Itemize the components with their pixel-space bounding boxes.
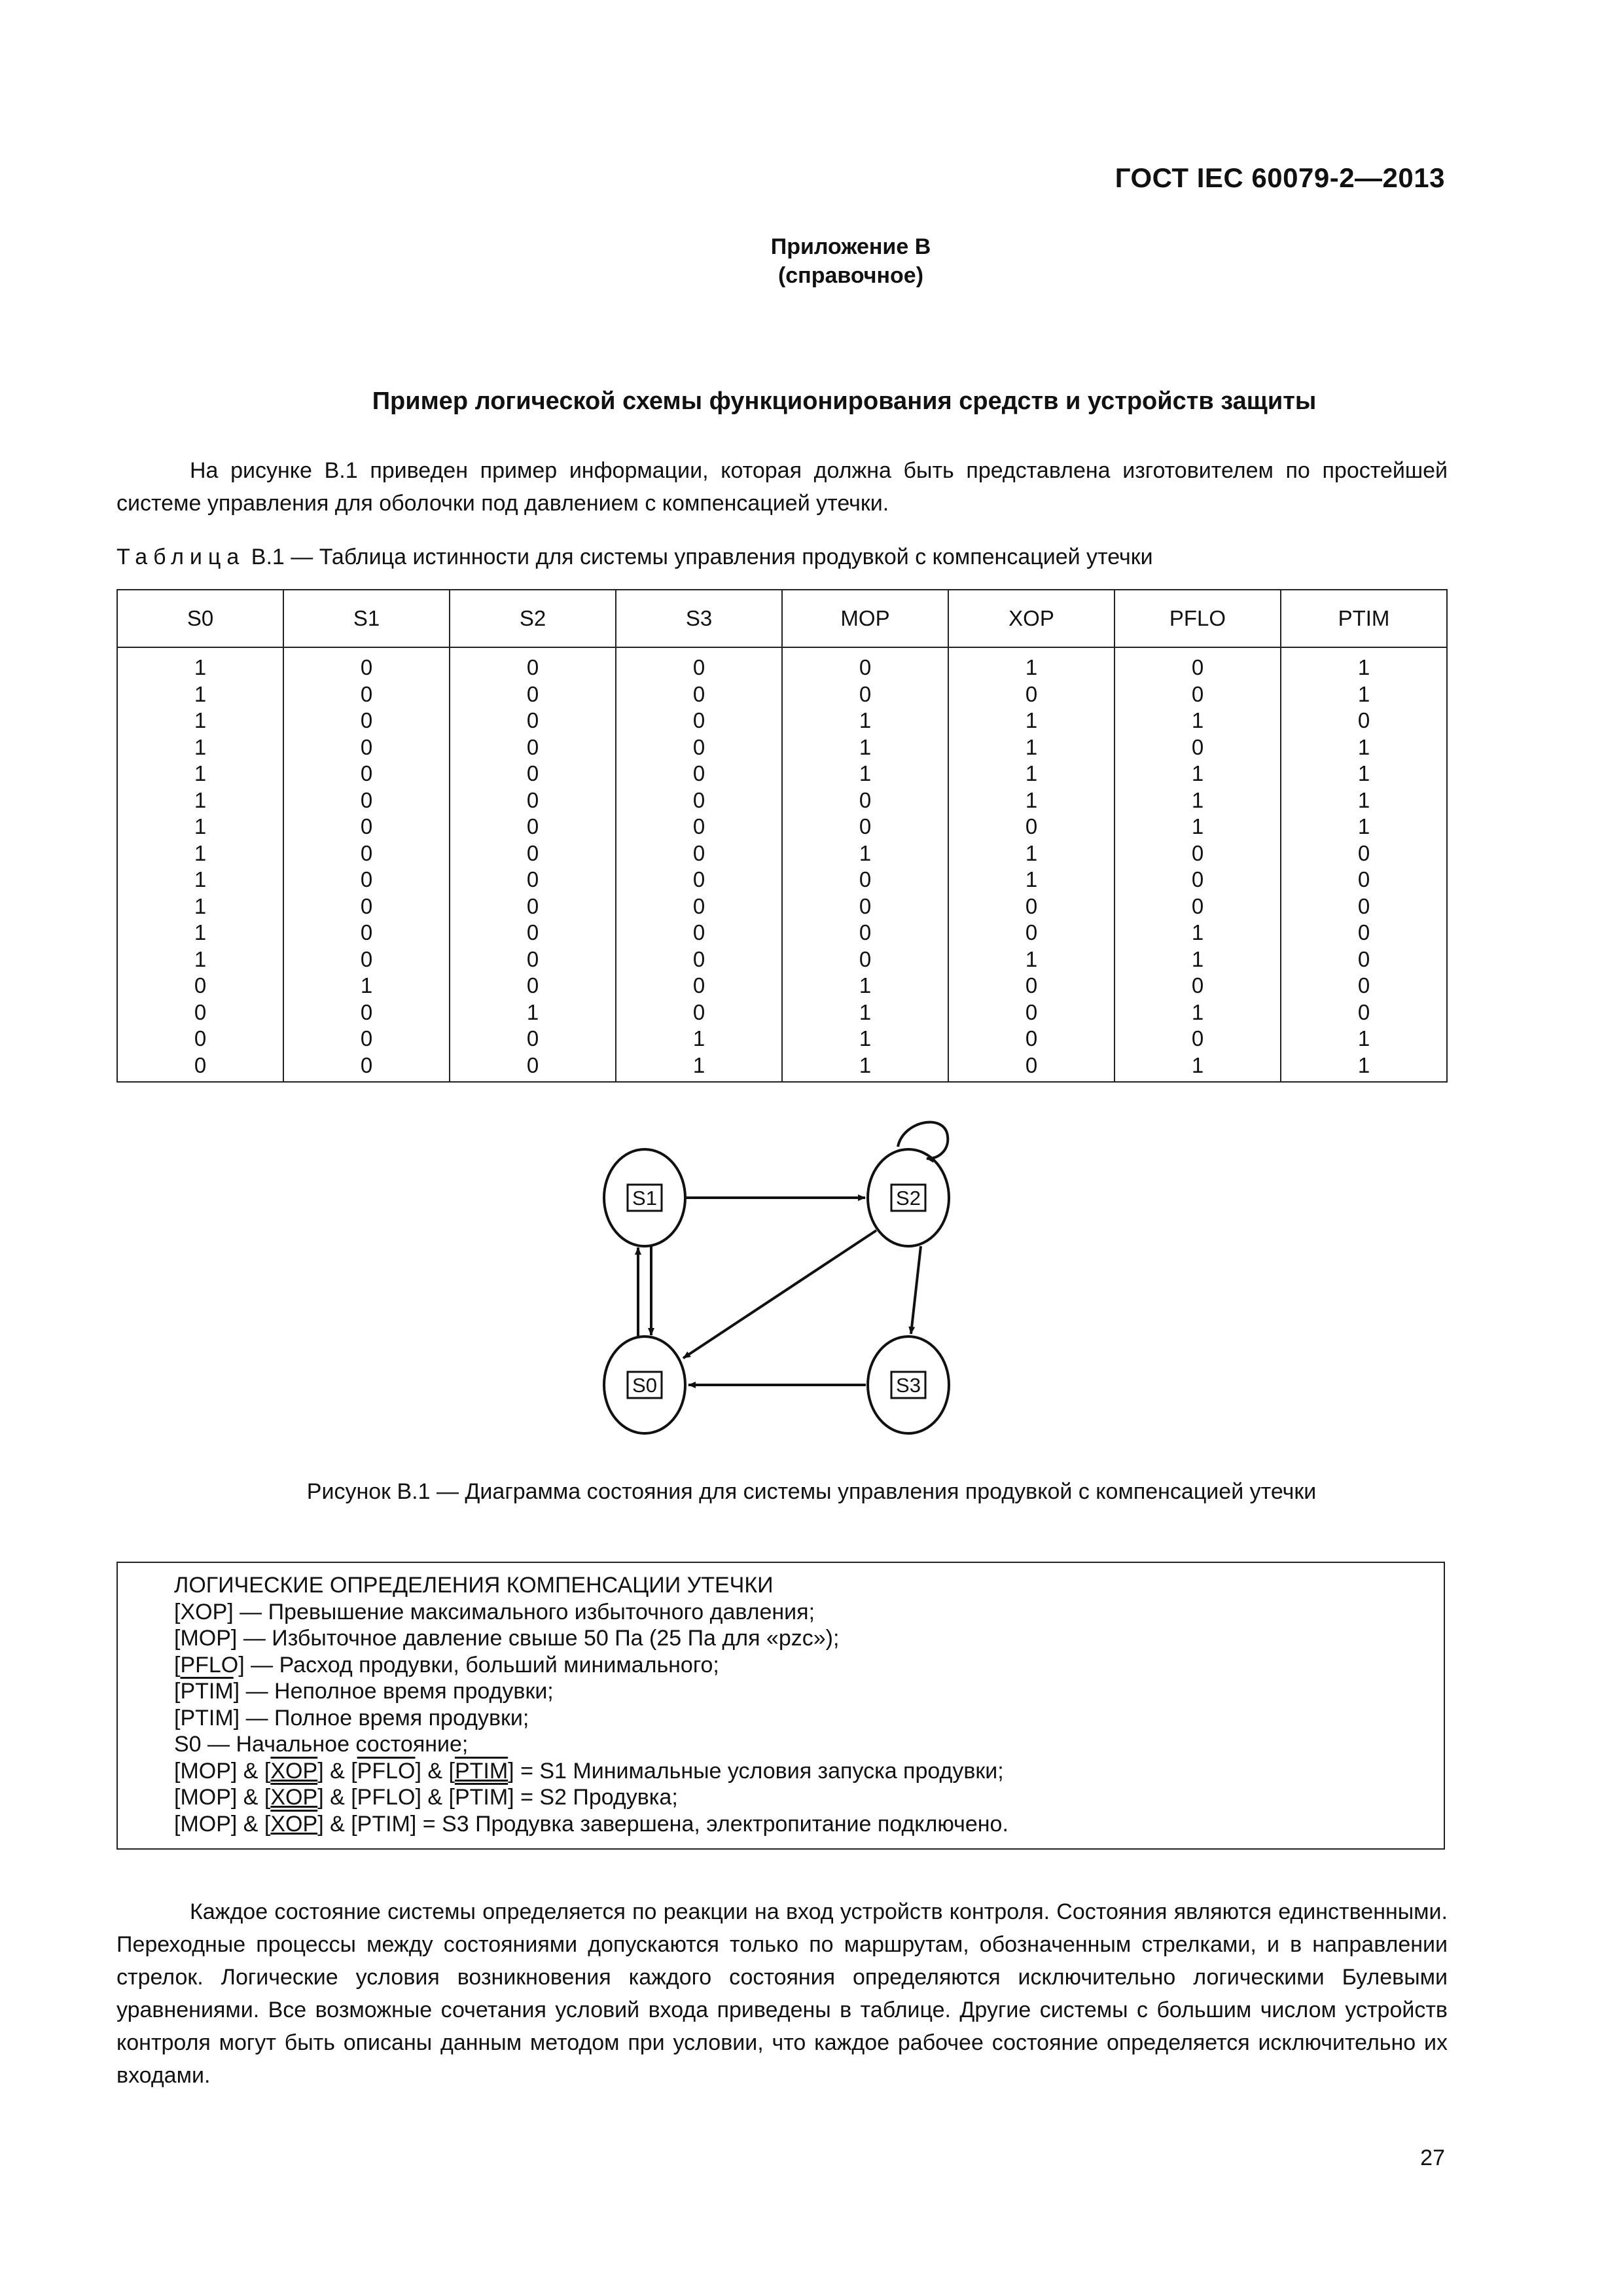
table-cell: 1 — [1115, 787, 1281, 814]
table-cell: 0 — [616, 814, 782, 840]
table-cell: 0 — [948, 920, 1115, 946]
table-cell: 1 — [948, 647, 1115, 681]
table-cell: 1 — [948, 946, 1115, 973]
table-cell: 0 — [782, 681, 948, 708]
table-cell: 1 — [948, 734, 1115, 761]
table-cell: 0 — [450, 893, 616, 920]
definition-xop: [XOP] — Превышение максимального избыточного давления; — [174, 1599, 815, 1624]
column-header: XOP — [948, 590, 1115, 647]
table-cell: 1 — [450, 999, 616, 1026]
table-cell: 0 — [117, 999, 283, 1026]
table-cell: 1 — [616, 1052, 782, 1083]
table-cell: 0 — [782, 787, 948, 814]
table-cell: 0 — [616, 999, 782, 1026]
definition-ptim: [PTIM] — Полное время продувки; — [174, 1705, 529, 1731]
appendix-title: Приложение В — [770, 234, 931, 259]
table-caption-label: Таблица — [116, 545, 245, 569]
table-cell: 0 — [616, 647, 782, 681]
table-cell: 0 — [782, 867, 948, 893]
definitions-list — [174, 1572, 1008, 1837]
equation-s2: [MOP] & [XOP] & [PFLO] & [PTIM] = S2 Продувка; — [174, 1785, 678, 1810]
table-cell: 0 — [283, 867, 450, 893]
table-cell: 0 — [948, 1026, 1115, 1052]
table-cell: 1 — [117, 647, 283, 681]
column-header: PFLO — [1115, 590, 1281, 647]
table-cell: 0 — [1115, 893, 1281, 920]
table-cell: 0 — [283, 647, 450, 681]
table-cell: 0 — [283, 787, 450, 814]
table-cell: 0 — [1115, 1026, 1281, 1052]
state-label-s2: S2 — [896, 1187, 921, 1210]
table-cell: 1 — [782, 999, 948, 1026]
table-cell: 1 — [1115, 920, 1281, 946]
table-cell: 1 — [117, 734, 283, 761]
table-cell: 1 — [117, 681, 283, 708]
table-cell: 0 — [450, 787, 616, 814]
table-cell: 0 — [1115, 647, 1281, 681]
table-cell: 1 — [1115, 761, 1281, 787]
table-cell: 1 — [948, 708, 1115, 734]
table-cell: 1 — [1281, 647, 1447, 681]
table-cell: 1 — [782, 840, 948, 867]
state-label-s0: S0 — [632, 1374, 657, 1397]
body-paragraph: Каждое состояние системы определяется по реакции на вход устройств контроля. Состояния являются единственными. Переходные процессы между состояниями допускаются только по маршрутам, обозначенным стрелками, и в направлении стрелок. Логические условия возникновения каждого состояния определяются исключительно логическими Булевыми уравнениями. Все возможные сочетания условий входа приведены в таблице. Другие системы с большим числом устройств контроля могут быть описаны данным методом при условии, что каждое рабочее состояние определяется исключительно их входами. — [116, 1899, 1448, 2088]
table-cell: 1 — [782, 1052, 948, 1083]
table-cell: 0 — [948, 814, 1115, 840]
table-cell: 0 — [1115, 681, 1281, 708]
table-cell: 0 — [616, 946, 782, 973]
table-cell: 0 — [1115, 734, 1281, 761]
table-cell: 0 — [1281, 946, 1447, 973]
table-cell: 0 — [450, 681, 616, 708]
table-cell: 0 — [283, 681, 450, 708]
page-number: 27 — [1420, 2145, 1445, 2170]
definition-ptim-not: [PTIM] — Неполное время продувки; — [174, 1679, 554, 1704]
table-cell: 0 — [117, 1026, 283, 1052]
table-cell: 0 — [450, 1052, 616, 1083]
definition-mop: [MOP] — Избыточное давление свыше 50 Па (25 Па для «pzc»); — [174, 1626, 840, 1651]
table-cell: 0 — [283, 946, 450, 973]
state-label-s1: S1 — [632, 1187, 657, 1210]
column-header: S2 — [450, 590, 616, 647]
table-cell: 0 — [450, 814, 616, 840]
table-cell: 1 — [1115, 946, 1281, 973]
transition-arrow-s2-s0 — [683, 1230, 876, 1358]
table-cell: 1 — [1281, 1026, 1447, 1052]
table-cell: 0 — [782, 946, 948, 973]
table-cell: 0 — [117, 973, 283, 999]
definitions-heading: ЛОГИЧЕСКИЕ ОПРЕДЕЛЕНИЯ КОМПЕНСАЦИИ УТЕЧКИ — [174, 1573, 774, 1598]
table-cell: 0 — [948, 681, 1115, 708]
table-cell: 1 — [1115, 1052, 1281, 1083]
state-label-s3: S3 — [896, 1374, 921, 1397]
table-cell: 0 — [782, 647, 948, 681]
equation-s3: [MOP] & [XOP] & [PTIM] = S3 Продувка завершена, электропитание подключено. — [174, 1811, 1008, 1837]
table-cell: 0 — [616, 708, 782, 734]
table-cell: 1 — [948, 787, 1115, 814]
table-caption-text: В.1 — Таблица истинности для системы управления продувкой с компенсацией утечки — [251, 545, 1153, 569]
table-cell: 1 — [117, 787, 283, 814]
table-cell: 1 — [1115, 814, 1281, 840]
table-cell: 0 — [782, 920, 948, 946]
column-header: S0 — [117, 590, 283, 647]
table-cell: 0 — [1281, 708, 1447, 734]
table-cell: 1 — [782, 1026, 948, 1052]
table-cell: 0 — [616, 867, 782, 893]
table-cell: 0 — [450, 867, 616, 893]
table-cell: 0 — [450, 1026, 616, 1052]
table-cell: 0 — [450, 946, 616, 973]
table-cell: 0 — [616, 893, 782, 920]
table-cell: 1 — [782, 708, 948, 734]
table-cell: 0 — [283, 893, 450, 920]
table-cell: 0 — [1281, 920, 1447, 946]
section-title: Пример логической схемы функционирования средств и устройств защиты — [372, 387, 1317, 415]
table-cell: 0 — [948, 999, 1115, 1026]
table-cell: 1 — [1281, 761, 1447, 787]
table-cell: 1 — [117, 867, 283, 893]
table-cell: 1 — [948, 867, 1115, 893]
table-cell: 1 — [1115, 708, 1281, 734]
table-cell: 1 — [1281, 787, 1447, 814]
transition-arrow-s2-s3 — [911, 1246, 921, 1334]
table-cell: 0 — [283, 999, 450, 1026]
table-cell: 0 — [283, 1052, 450, 1083]
table-cell: 0 — [283, 814, 450, 840]
table-cell: 0 — [283, 840, 450, 867]
column-header: MOP — [782, 590, 948, 647]
table-cell: 1 — [1281, 814, 1447, 840]
table-cell: 0 — [450, 734, 616, 761]
table-cell: 0 — [616, 787, 782, 814]
figure-caption: Рисунок В.1 — Диаграмма состояния для системы управления продувкой с компенсацией утечки — [306, 1479, 1317, 1504]
table-cell: 0 — [1281, 867, 1447, 893]
intro-paragraph: На рисунке В.1 приведен пример информации, которая должна быть представлена изготовителем по простейшей системе управления для оболочки под давлением с компенсацией утечки. — [116, 458, 1448, 516]
table-cell: 0 — [616, 681, 782, 708]
table-cell: 0 — [1281, 893, 1447, 920]
table-cell: 1 — [1115, 999, 1281, 1026]
table-cell: 0 — [450, 761, 616, 787]
table-cell: 0 — [616, 973, 782, 999]
definitions-box — [116, 1562, 1445, 1850]
table-cell: 1 — [1281, 681, 1447, 708]
definition-pflo: [PFLO] — Расход продувки, больший минимального; — [174, 1652, 719, 1677]
table-cell: 0 — [948, 1052, 1115, 1083]
table-cell: 1 — [1281, 734, 1447, 761]
definition-s0: S0 — Начальное состояние; — [174, 1732, 469, 1757]
table-cell: 1 — [117, 814, 283, 840]
column-header: S1 — [283, 590, 450, 647]
table-cell: 0 — [782, 814, 948, 840]
document-standard-number: ГОСТ IEC 60079-2—2013 — [1115, 162, 1445, 193]
table-cell: 1 — [1281, 1052, 1447, 1083]
table-cell: 0 — [948, 893, 1115, 920]
column-header: PTIM — [1281, 590, 1447, 647]
table-cell: 0 — [1115, 867, 1281, 893]
table-cell: 0 — [450, 647, 616, 681]
equation-s1: [MOP] & [XOP] & [PFLO] & [PTIM] = S1 Минимальные условия запуска продувки; — [174, 1758, 1004, 1784]
table-cell: 0 — [1115, 973, 1281, 999]
table-cell: 0 — [283, 708, 450, 734]
table-cell: 0 — [1281, 840, 1447, 867]
table-cell: 1 — [117, 761, 283, 787]
table-cell: 0 — [450, 920, 616, 946]
table-cell: 0 — [283, 761, 450, 787]
table-cell: 0 — [450, 708, 616, 734]
table-cell: 1 — [117, 946, 283, 973]
table-cell: 1 — [948, 840, 1115, 867]
table-cell: 1 — [283, 973, 450, 999]
column-header: S3 — [616, 590, 782, 647]
table-cell: 0 — [948, 973, 1115, 999]
table-cell: 0 — [616, 734, 782, 761]
table-cell: 0 — [782, 893, 948, 920]
table-cell: 1 — [616, 1026, 782, 1052]
table-cell: 1 — [782, 734, 948, 761]
table-cell: 1 — [782, 761, 948, 787]
table-cell: 1 — [117, 920, 283, 946]
table-cell: 0 — [1115, 840, 1281, 867]
table-cell: 0 — [450, 840, 616, 867]
table-cell: 1 — [948, 761, 1115, 787]
table-cell: 0 — [283, 920, 450, 946]
table-cell: 0 — [1281, 999, 1447, 1026]
table-cell: 0 — [117, 1052, 283, 1083]
table-cell: 0 — [283, 734, 450, 761]
table-cell: 1 — [117, 708, 283, 734]
table-cell: 0 — [450, 973, 616, 999]
table-cell: 0 — [283, 1026, 450, 1052]
table-cell: 1 — [117, 840, 283, 867]
table-cell: 1 — [782, 973, 948, 999]
table-cell: 1 — [117, 893, 283, 920]
table-cell: 0 — [616, 761, 782, 787]
table-cell: 0 — [616, 920, 782, 946]
appendix-type: (справочное) — [777, 263, 924, 288]
table-cell: 0 — [616, 840, 782, 867]
table-cell: 0 — [1281, 973, 1447, 999]
